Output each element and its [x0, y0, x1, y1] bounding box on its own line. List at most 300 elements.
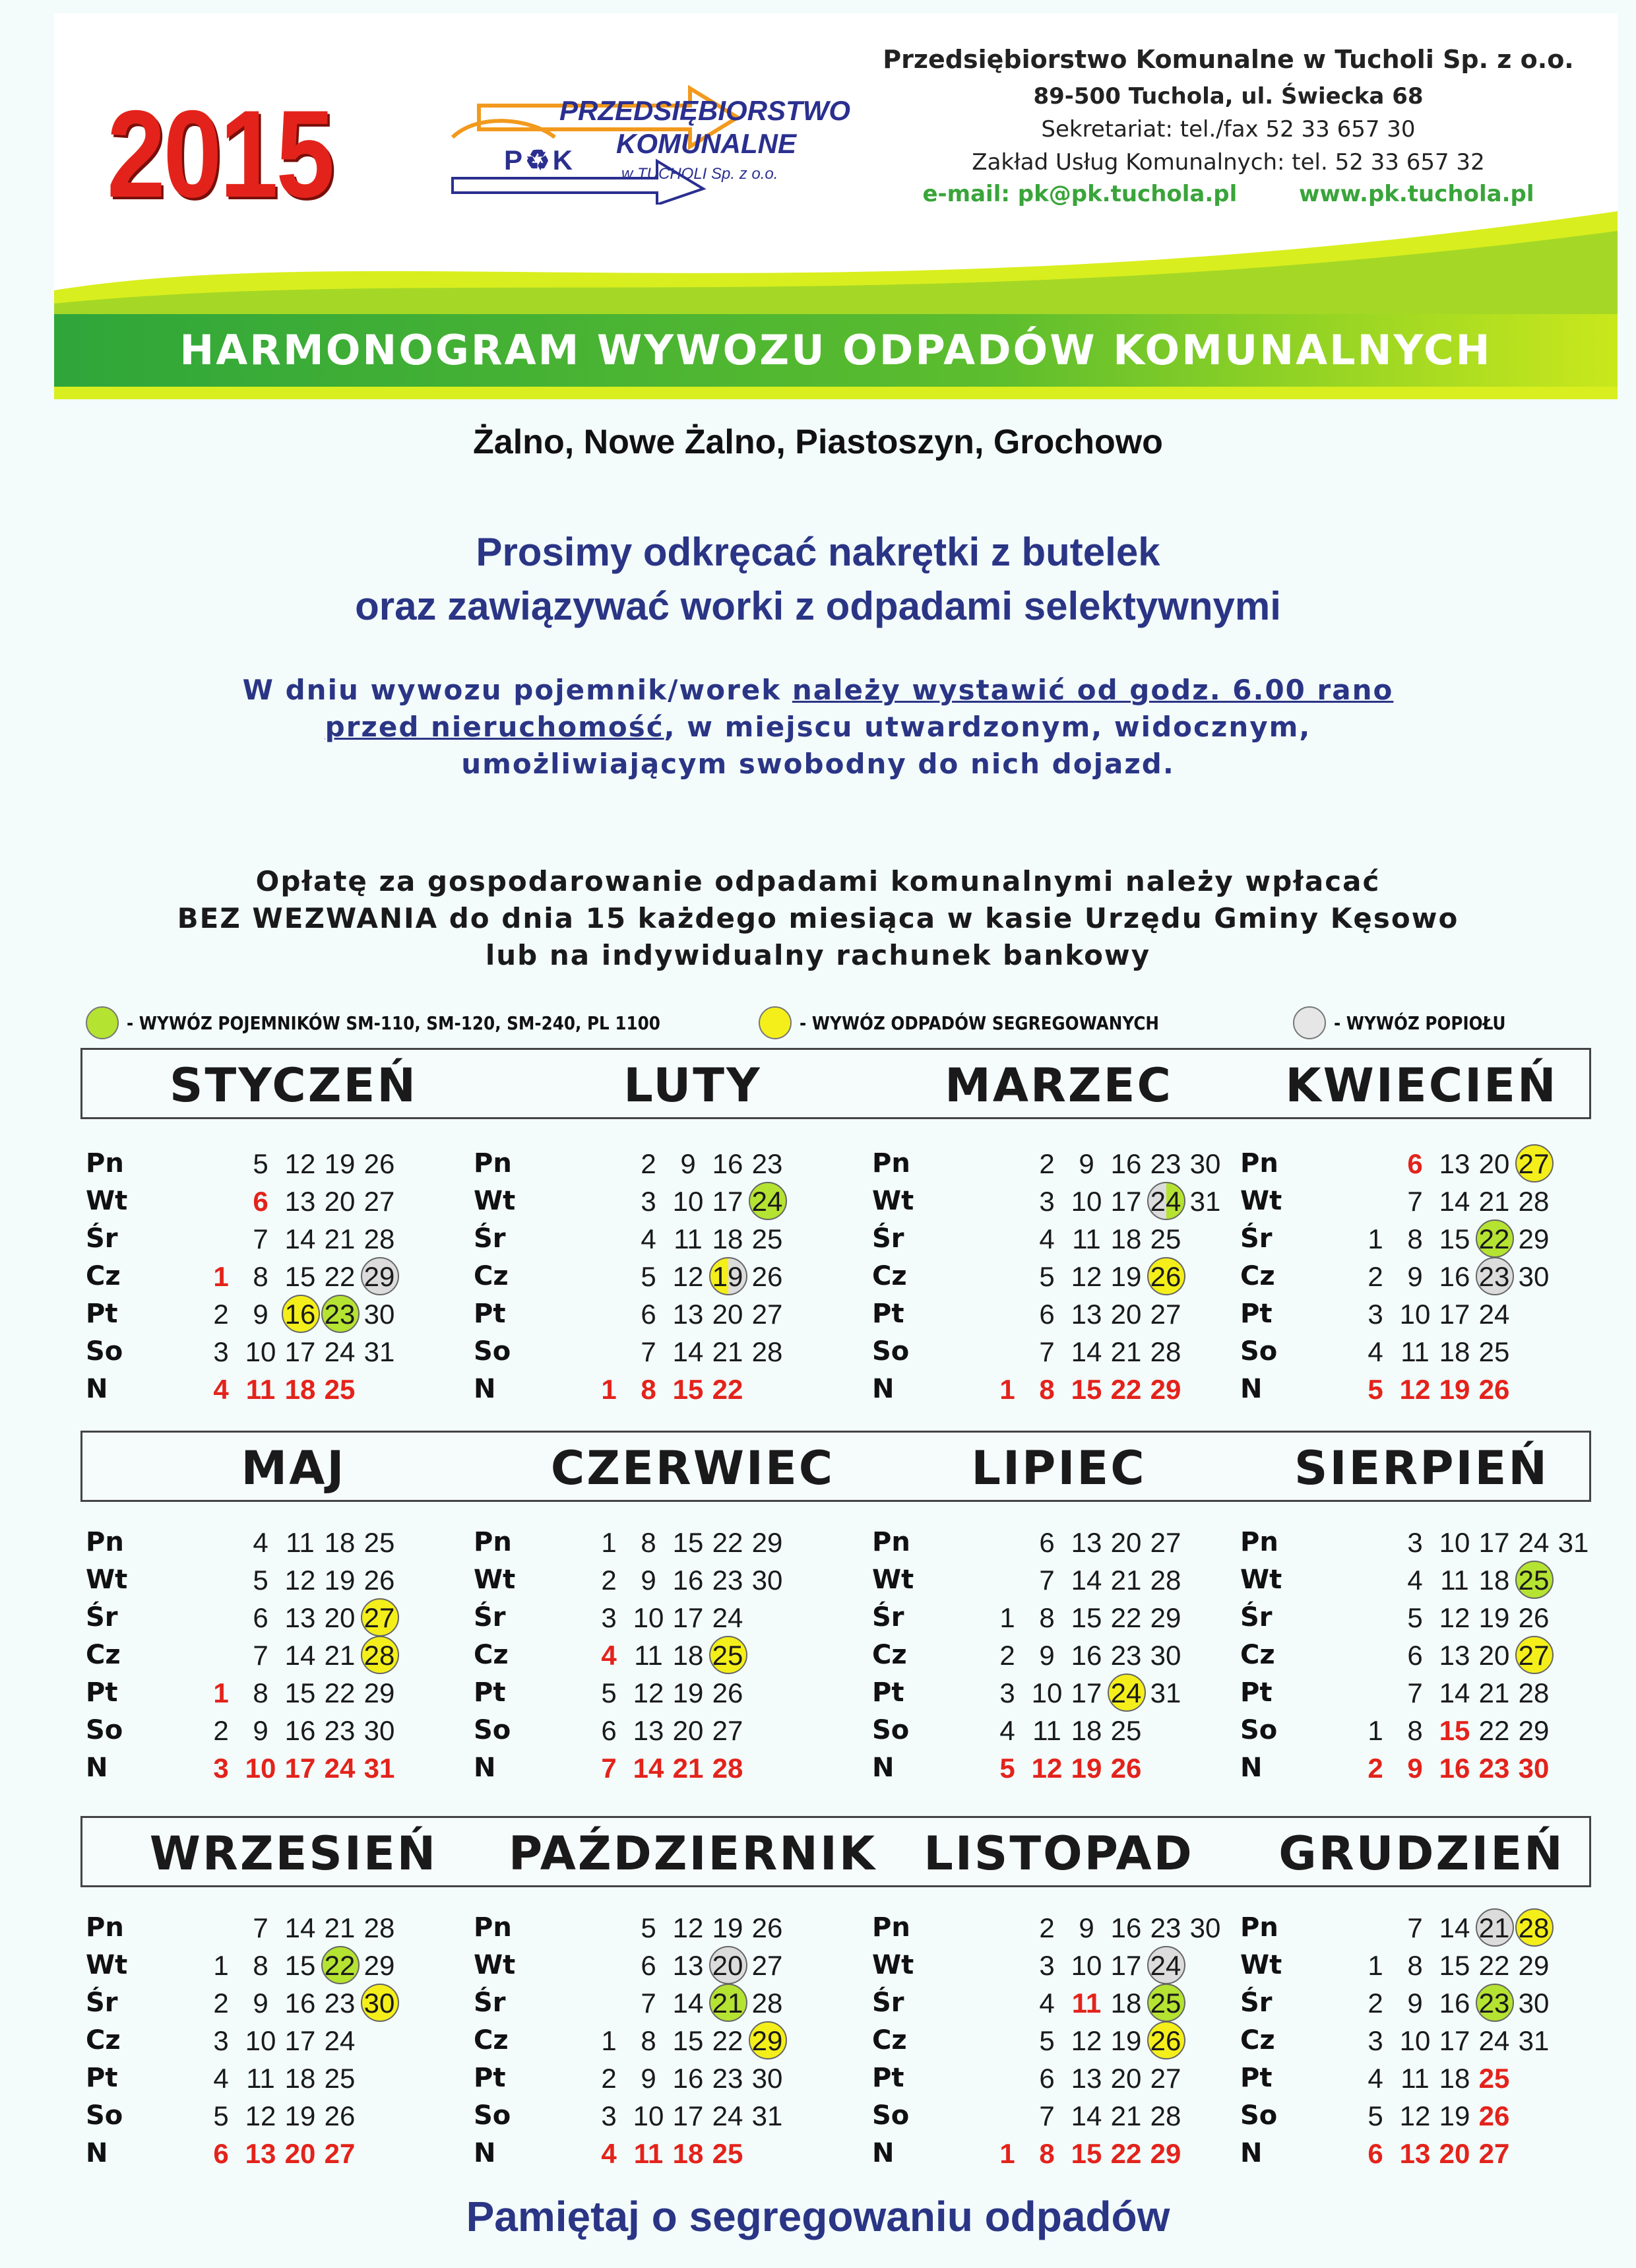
calendar-day: 10 [245, 1753, 276, 1784]
calendar-day: 6 [1039, 1527, 1055, 1558]
calendar-day: 27 [712, 1715, 743, 1746]
logo-name-line2: KOMUNALNE [616, 128, 796, 159]
calendar-day: 7 [641, 1988, 656, 2019]
legend-containers [86, 1003, 733, 1043]
calendar-day: 24 [1478, 2025, 1510, 2056]
month-name-march: MARZEC [945, 1058, 1173, 1113]
calendar-day: 17 [1439, 1299, 1470, 1330]
weekday-label: Pt [86, 2063, 118, 2093]
weekday-label: Cz [1240, 1261, 1275, 1291]
segregated-pickup-day: 25 [705, 1637, 751, 1674]
calendar-day: 9 [1079, 1148, 1094, 1179]
calendar-day: 10 [1071, 1950, 1102, 1981]
calendar-day: 27 [751, 1299, 783, 1330]
calendar-day: 22 [1110, 2138, 1142, 2169]
calendar-day: 4 [213, 2063, 229, 2094]
calendar-day: 29 [1518, 1950, 1550, 1981]
month-name-october: PAŹDZIERNIK [508, 1827, 877, 1881]
calendar-day: 13 [284, 1602, 316, 1633]
calendar-day: 18 [324, 1527, 356, 1558]
weekday-label: Śr [86, 1988, 118, 2018]
calendar-day: 7 [1039, 2100, 1055, 2131]
calendar-day: 16 [1439, 1753, 1470, 1784]
calendar-day: 7 [1407, 1186, 1423, 1217]
calendar-day: 1 [213, 1950, 229, 1981]
calendar-day: 29 [1150, 1374, 1181, 1405]
weekday-label: Cz [474, 2025, 509, 2056]
calendar-day: 25 [712, 2138, 743, 2169]
calendar-day: 2 [601, 1565, 617, 1596]
calendar-day: 11 [633, 2138, 664, 2169]
calendar-day: 12 [672, 1261, 704, 1292]
calendar-day: 17 [672, 1602, 704, 1633]
company-name: Przedsiębiorstwo Komunalne w Tucholi Sp. z o.o. [883, 45, 1574, 74]
calendar-day: 3 [1368, 2025, 1383, 2056]
calendar-day: 4 [1407, 1565, 1423, 1596]
weekday-label: Pt [1240, 1677, 1273, 1708]
calendar-day: 20 [672, 1715, 704, 1746]
container-pickup-day: 25 [1143, 1985, 1189, 2022]
month-name-november: LISTOPAD [924, 1827, 1194, 1881]
calendar-day: 26 [1478, 2100, 1510, 2131]
calendar-day: 21 [324, 1640, 356, 1671]
calendar-day: 11 [634, 1640, 663, 1671]
weekday-label: Wt [872, 1565, 914, 1595]
calendar-day: 26 [751, 1261, 783, 1292]
calendar-day: 11 [1072, 1223, 1101, 1254]
calendar-day: 26 [712, 1677, 743, 1708]
calendar-day: 20 [1478, 1148, 1510, 1179]
calendar-day: 1 [213, 1261, 229, 1292]
payment-line-2: BEZ WEZWANIA do dnia 15 każdego miesiąca w kasie Urzędu Gminy Kęsowo [177, 902, 1459, 934]
calendar-day: 12 [1439, 1602, 1470, 1633]
calendar-day: 31 [363, 1753, 395, 1784]
calendar-day: 25 [751, 1223, 783, 1254]
container-pickup-day: 23 [317, 1296, 363, 1333]
grey-dot-icon [1293, 1006, 1326, 1039]
weekday-label: Śr [86, 1602, 118, 1633]
calendar-day: 6 [1039, 2063, 1055, 2094]
calendar-day: 31 [1150, 1677, 1181, 1708]
calendar-day: 29 [1518, 1715, 1550, 1746]
calendar-day: 6 [641, 1950, 656, 1981]
ash-pickup-day: 20 [705, 1947, 751, 1984]
weekday-label: So [86, 2100, 123, 2131]
month-name-august: SIERPIEŃ [1294, 1441, 1549, 1495]
calendar-day: 8 [253, 1950, 268, 1981]
calendar-day: 21 [324, 1912, 356, 1943]
calendar-day: 14 [672, 1336, 704, 1367]
calendar-day: 14 [1439, 1677, 1470, 1708]
calendar-day: 6 [601, 1715, 617, 1746]
ash-pickup-day: 24 [1143, 1947, 1189, 1984]
weekday-label: Pn [872, 1912, 910, 1943]
calendar-day: 1 [1368, 1223, 1383, 1254]
calendar-day: 1 [999, 1374, 1015, 1405]
calendar-day: 8 [1039, 2138, 1055, 2169]
calendar-day: 14 [1439, 1912, 1470, 1943]
calendar-day: 22 [324, 1261, 356, 1292]
weekday-label: Śr [1240, 1223, 1273, 1254]
calendar-day: 18 [1110, 1988, 1142, 2019]
company-website[interactable]: www.pk.tuchola.pl [1298, 181, 1534, 207]
calendar-day: 30 [363, 1299, 395, 1330]
company-info [872, 45, 1585, 207]
info-line-2b: , w miejscu utwardzonym, widocznym, [664, 711, 1311, 743]
calendar-day: 4 [253, 1527, 268, 1558]
calendar-day: 30 [1189, 1148, 1221, 1179]
weekday-label: N [474, 1374, 496, 1404]
month-name-september: WRZESIEŃ [149, 1827, 438, 1881]
month-name-february: LUTY [623, 1058, 762, 1113]
calendar-day: 13 [1439, 1640, 1470, 1671]
calendar-day: 26 [363, 1148, 395, 1179]
info-line-3: umożliwiającym swobodny do nich dojazd. [461, 748, 1175, 780]
weekday-label: Pn [474, 1912, 512, 1943]
weekday-label: Wt [1240, 1565, 1282, 1595]
calendar-day: 25 [1478, 1336, 1510, 1367]
calendar-day: 6 [213, 2138, 229, 2169]
calendar-day: 19 [1110, 2025, 1142, 2056]
yellow-dot-icon [759, 1006, 792, 1039]
calendar-day: 22 [712, 2025, 743, 2056]
calendar-day: 18 [284, 1374, 316, 1405]
weekday-label: Cz [86, 1261, 121, 1291]
calendar-day: 26 [1110, 1753, 1142, 1784]
calendar-day: 24 [324, 1753, 356, 1784]
calendar-day: 6 [1407, 1148, 1423, 1179]
calendar-day: 2 [1039, 1148, 1055, 1179]
calendar-day: 11 [245, 1374, 276, 1405]
weekday-label: Pt [1240, 1299, 1273, 1329]
weekday-label: N [1240, 2138, 1263, 2168]
weekday-label: Wt [474, 1565, 516, 1595]
calendar-day: 13 [284, 1186, 316, 1217]
calendar-day: 28 [751, 1336, 783, 1367]
calendar-day: 10 [1071, 1186, 1102, 1217]
calendar-day: 16 [284, 1715, 316, 1746]
container-pickup-day: 23 [1471, 1985, 1517, 2022]
company-secretariat: Sekretariat: tel./fax 52 33 657 30 [1041, 116, 1416, 143]
calendar-day: 2 [213, 1715, 229, 1746]
weekday-label: Śr [1240, 1602, 1273, 1633]
calendar-day: 5 [253, 1565, 268, 1596]
calendar-day: 3 [1039, 1950, 1055, 1981]
calendar-day: 29 [751, 1527, 783, 1558]
calendar-day: 21 [672, 1753, 704, 1784]
calendar-day: 11 [1400, 2063, 1430, 2094]
calendar-day: 27 [324, 2138, 356, 2169]
segregated-pickup-day: 16 [277, 1296, 323, 1333]
calendar-day: 26 [1478, 1374, 1510, 1405]
calendar-day: 19 [1110, 1261, 1142, 1292]
calendar-day: 2 [213, 1299, 229, 1330]
weekday-label: Pt [474, 2063, 506, 2093]
calendar-day: 5 [601, 1677, 617, 1708]
calendar-day: 12 [1071, 1261, 1102, 1292]
calendar-day: 13 [1439, 1148, 1470, 1179]
calendar-day: 14 [284, 1912, 316, 1943]
calendar-day: 28 [363, 1912, 395, 1943]
segregated-pickup-day: 26 [1143, 1258, 1189, 1295]
weekday-label: So [86, 1336, 123, 1367]
weekday-label: N [872, 1374, 895, 1404]
calendar-day: 29 [1518, 1223, 1550, 1254]
calendar-day: 2 [1368, 1261, 1383, 1292]
calendar-day: 25 [363, 1527, 395, 1558]
weekday-label: Pn [474, 1527, 512, 1557]
calendar-day: 26 [751, 1912, 783, 1943]
weekday-label: Pt [872, 1299, 904, 1329]
calendar-day: 25 [324, 2063, 356, 2094]
weekday-label: So [86, 1715, 123, 1745]
calendar-day: 5 [1407, 1602, 1423, 1633]
weekday-label: So [474, 2100, 511, 2131]
calendar-day: 8 [1407, 1950, 1423, 1981]
calendar-day: 18 [1439, 1336, 1470, 1367]
calendar-day: 23 [324, 1988, 356, 2019]
calendar-day: 9 [253, 1988, 268, 2019]
weekday-label: Pn [872, 1527, 910, 1557]
notice-line-1: Prosimy odkręcać nakrętki z butelek [476, 530, 1160, 574]
calendar-day: 30 [1150, 1640, 1181, 1671]
calendar-day: 19 [712, 1912, 743, 1943]
weekday-label: So [872, 2100, 910, 2131]
calendar-day: 9 [1079, 1912, 1094, 1943]
calendar-day: 8 [1039, 1374, 1055, 1405]
calendar-day: 14 [633, 1753, 664, 1784]
weekday-label: Cz [1240, 1640, 1275, 1670]
calendar-day: 22 [1478, 1715, 1510, 1746]
calendar-day: 11 [1400, 1336, 1430, 1367]
calendar-day: 12 [633, 1677, 664, 1708]
calendar-day: 2 [1368, 1988, 1383, 2019]
calendar-day: 4 [1368, 1336, 1383, 1367]
calendar-day: 5 [641, 1261, 656, 1292]
calendar-day: 4 [213, 1374, 229, 1405]
calendar-day: 16 [712, 1148, 743, 1179]
calendar-day: 6 [253, 1186, 268, 1217]
calendar-day: 6 [641, 1299, 656, 1330]
weekday-label: Cz [86, 1640, 121, 1670]
calendar-day: 19 [284, 2100, 316, 2131]
segregated-pickup-day: 26 [1143, 2023, 1189, 2059]
calendar-day: 30 [1518, 1988, 1550, 2019]
calendar-day: 4 [1039, 1223, 1055, 1254]
notice [0, 525, 1636, 633]
container-pickup-day: 25 [1511, 1562, 1557, 1599]
calendar-day: 29 [363, 1950, 395, 1981]
calendar-day: 12 [245, 2100, 276, 2131]
calendar-day: 15 [1071, 1602, 1102, 1633]
calendar-day: 12 [1399, 1374, 1431, 1405]
weekday-label: Cz [474, 1261, 509, 1291]
calendar-day: 15 [1439, 1223, 1470, 1254]
calendar-day: 9 [1407, 1261, 1423, 1292]
calendar-day: 19 [324, 1148, 356, 1179]
calendar-day: 15 [1071, 2138, 1102, 2169]
calendar-day: 13 [672, 1950, 704, 1981]
calendar-day: 13 [245, 2138, 276, 2169]
calendar-day: 10 [245, 2025, 276, 2056]
calendar-day: 3 [213, 2025, 229, 2056]
container-pickup-day: 22 [317, 1947, 363, 1984]
calendar-day: 28 [1150, 1336, 1181, 1367]
calendar-day: 12 [1031, 1753, 1063, 1784]
calendar-day: 8 [641, 1527, 656, 1558]
calendar-day: 18 [672, 1640, 704, 1671]
calendar-day: 3 [213, 1753, 229, 1784]
calendar-day: 22 [324, 1677, 356, 1708]
weekday-label: N [872, 1753, 895, 1783]
ash-pickup-day: 21 [1471, 1910, 1517, 1947]
weekday-label: Wt [474, 1950, 516, 1980]
weekday-label: So [1240, 1715, 1278, 1745]
calendar-day: 3 [601, 1602, 617, 1633]
legend-segregated [759, 1003, 1208, 1043]
calendar-day: 26 [363, 1565, 395, 1596]
calendar-day: 5 [641, 1912, 656, 1943]
calendar-day: 8 [253, 1261, 268, 1292]
calendar-day: 14 [284, 1640, 316, 1671]
segregated-pickup-day: 27 [1511, 1146, 1557, 1183]
company-email[interactable]: e-mail: pk@pk.tuchola.pl [922, 181, 1238, 207]
calendar-day: 14 [1071, 2100, 1102, 2131]
calendar-day: 15 [672, 1527, 704, 1558]
calendar-day: 17 [1110, 1950, 1142, 1981]
weekday-label: N [86, 1753, 108, 1783]
weekday-label: So [474, 1715, 511, 1745]
calendar-day: 17 [1071, 1677, 1102, 1708]
calendar-day: 11 [286, 1527, 315, 1558]
calendar-day: 2 [213, 1988, 229, 2019]
calendar-day: 31 [1518, 2025, 1550, 2056]
calendar-day: 4 [641, 1223, 656, 1254]
logo-name-line1: PRZEDSIĘBIORSTWO [559, 95, 851, 126]
calendar-day: 27 [1150, 2063, 1181, 2094]
calendar-day: 1 [601, 2025, 617, 2056]
calendar-day: 24 [712, 1602, 743, 1633]
calendar-day: 13 [633, 1715, 664, 1746]
calendar-day: 10 [1399, 2025, 1431, 2056]
calendar-day: 12 [672, 1912, 704, 1943]
calendar-day: 10 [672, 1186, 704, 1217]
calendar-day: 13 [1071, 1527, 1102, 1558]
calendar-day: 29 [363, 1677, 395, 1708]
calendar-day: 18 [1071, 1715, 1102, 1746]
calendar-day: 3 [213, 1336, 229, 1367]
calendar-day: 6 [1368, 2138, 1383, 2169]
calendar-day: 20 [1110, 2063, 1142, 2094]
calendar-day: 20 [1110, 1299, 1142, 1330]
calendar-day: 6 [1407, 1640, 1423, 1671]
calendar-day: 23 [1110, 1640, 1142, 1671]
weekday-label: Pn [86, 1527, 124, 1557]
calendar-day: 7 [601, 1753, 617, 1784]
calendar-day: 18 [1439, 2063, 1470, 2094]
calendar-day: 20 [284, 2138, 316, 2169]
calendar-day: 30 [751, 2063, 783, 2094]
calendar-day: 5 [253, 1148, 268, 1179]
calendar-day: 25 [1478, 2063, 1510, 2094]
weekday-label: N [872, 2138, 895, 2168]
calendar-day: 10 [1399, 1299, 1431, 1330]
weekday-label: Wt [86, 1186, 128, 1216]
weekday-label: Wt [86, 1565, 128, 1595]
calendar-day: 16 [1071, 1640, 1102, 1671]
calendar-day: 8 [1407, 1715, 1423, 1746]
segregated-pickup-day: 29 [744, 2023, 790, 2059]
weekday-label: Śr [872, 1988, 904, 2018]
weekday-label: Pn [872, 1148, 910, 1179]
calendar-day: 16 [672, 1565, 704, 1596]
weekday-label: Pn [1240, 1912, 1278, 1943]
weekday-label: Wt [872, 1950, 914, 1980]
weekday-label: Pt [86, 1299, 118, 1329]
calendar-day: 1 [213, 1677, 229, 1708]
calendar-day: 1 [601, 1527, 617, 1558]
calendar-day: 25 [1110, 1715, 1142, 1746]
month-name-may: MAJ [241, 1441, 346, 1495]
calendar-day: 24 [324, 2025, 356, 2056]
calendar-day: 28 [751, 1988, 783, 2019]
weekday-label: N [474, 2138, 496, 2168]
calendar-day: 28 [712, 1753, 743, 1784]
notice-line-2: oraz zawiązywać worki z odpadami selektywnymi [355, 584, 1281, 628]
weekday-label: Pn [1240, 1148, 1278, 1179]
calendar-day: 20 [1478, 1640, 1510, 1671]
weekday-label: So [872, 1336, 910, 1367]
weekday-label: So [474, 1336, 511, 1367]
calendar-day: 15 [1439, 1950, 1470, 1981]
calendar-day: 2 [1039, 1912, 1055, 1943]
calendar-day: 17 [284, 1753, 316, 1784]
calendar-day: 6 [1039, 1299, 1055, 1330]
calendar-day: 1 [999, 1602, 1015, 1633]
calendar-day: 16 [1439, 1261, 1470, 1292]
weekday-label: Wt [86, 1950, 128, 1980]
segregated-pickup-day: 27 [356, 1600, 402, 1636]
calendar-day: 9 [253, 1299, 268, 1330]
calendar-day: 15 [1439, 1715, 1470, 1746]
weekday-label: Wt [474, 1186, 516, 1216]
calendar-day: 16 [1110, 1912, 1142, 1943]
calendar-day: 9 [680, 1148, 696, 1179]
calendar-day: 8 [641, 2025, 656, 2056]
calendar-day: 16 [1439, 1988, 1470, 2019]
calendar-day: 9 [1407, 1988, 1423, 2019]
calendar-day: 24 [1478, 1299, 1510, 1330]
weekday-label: Cz [474, 1640, 509, 1670]
calendar-day: 20 [324, 1602, 356, 1633]
weekday-label: N [1240, 1374, 1263, 1404]
calendar-day: 14 [1439, 1186, 1470, 1217]
info-line-1b: należy wystawić od godz. 6.00 rano [792, 674, 1394, 706]
container-pickup-day: 21 [705, 1985, 751, 2022]
calendar-day: 19 [1478, 1602, 1510, 1633]
calendar-day: 1 [999, 2138, 1015, 2169]
calendar-day: 30 [1189, 1912, 1221, 1943]
calendar-day: 16 [284, 1988, 316, 2019]
calendar-day: 23 [1150, 1148, 1181, 1179]
calendar-day: 19 [1439, 2100, 1470, 2131]
calendar-day: 22 [712, 1527, 743, 1558]
calendar-day: 16 [672, 2063, 704, 2094]
calendar-day: 8 [253, 1677, 268, 1708]
calendar-day: 28 [1150, 2100, 1181, 2131]
logo-initials: P♻K [504, 145, 575, 176]
segregated-pickup-day: 30 [356, 1985, 402, 2022]
